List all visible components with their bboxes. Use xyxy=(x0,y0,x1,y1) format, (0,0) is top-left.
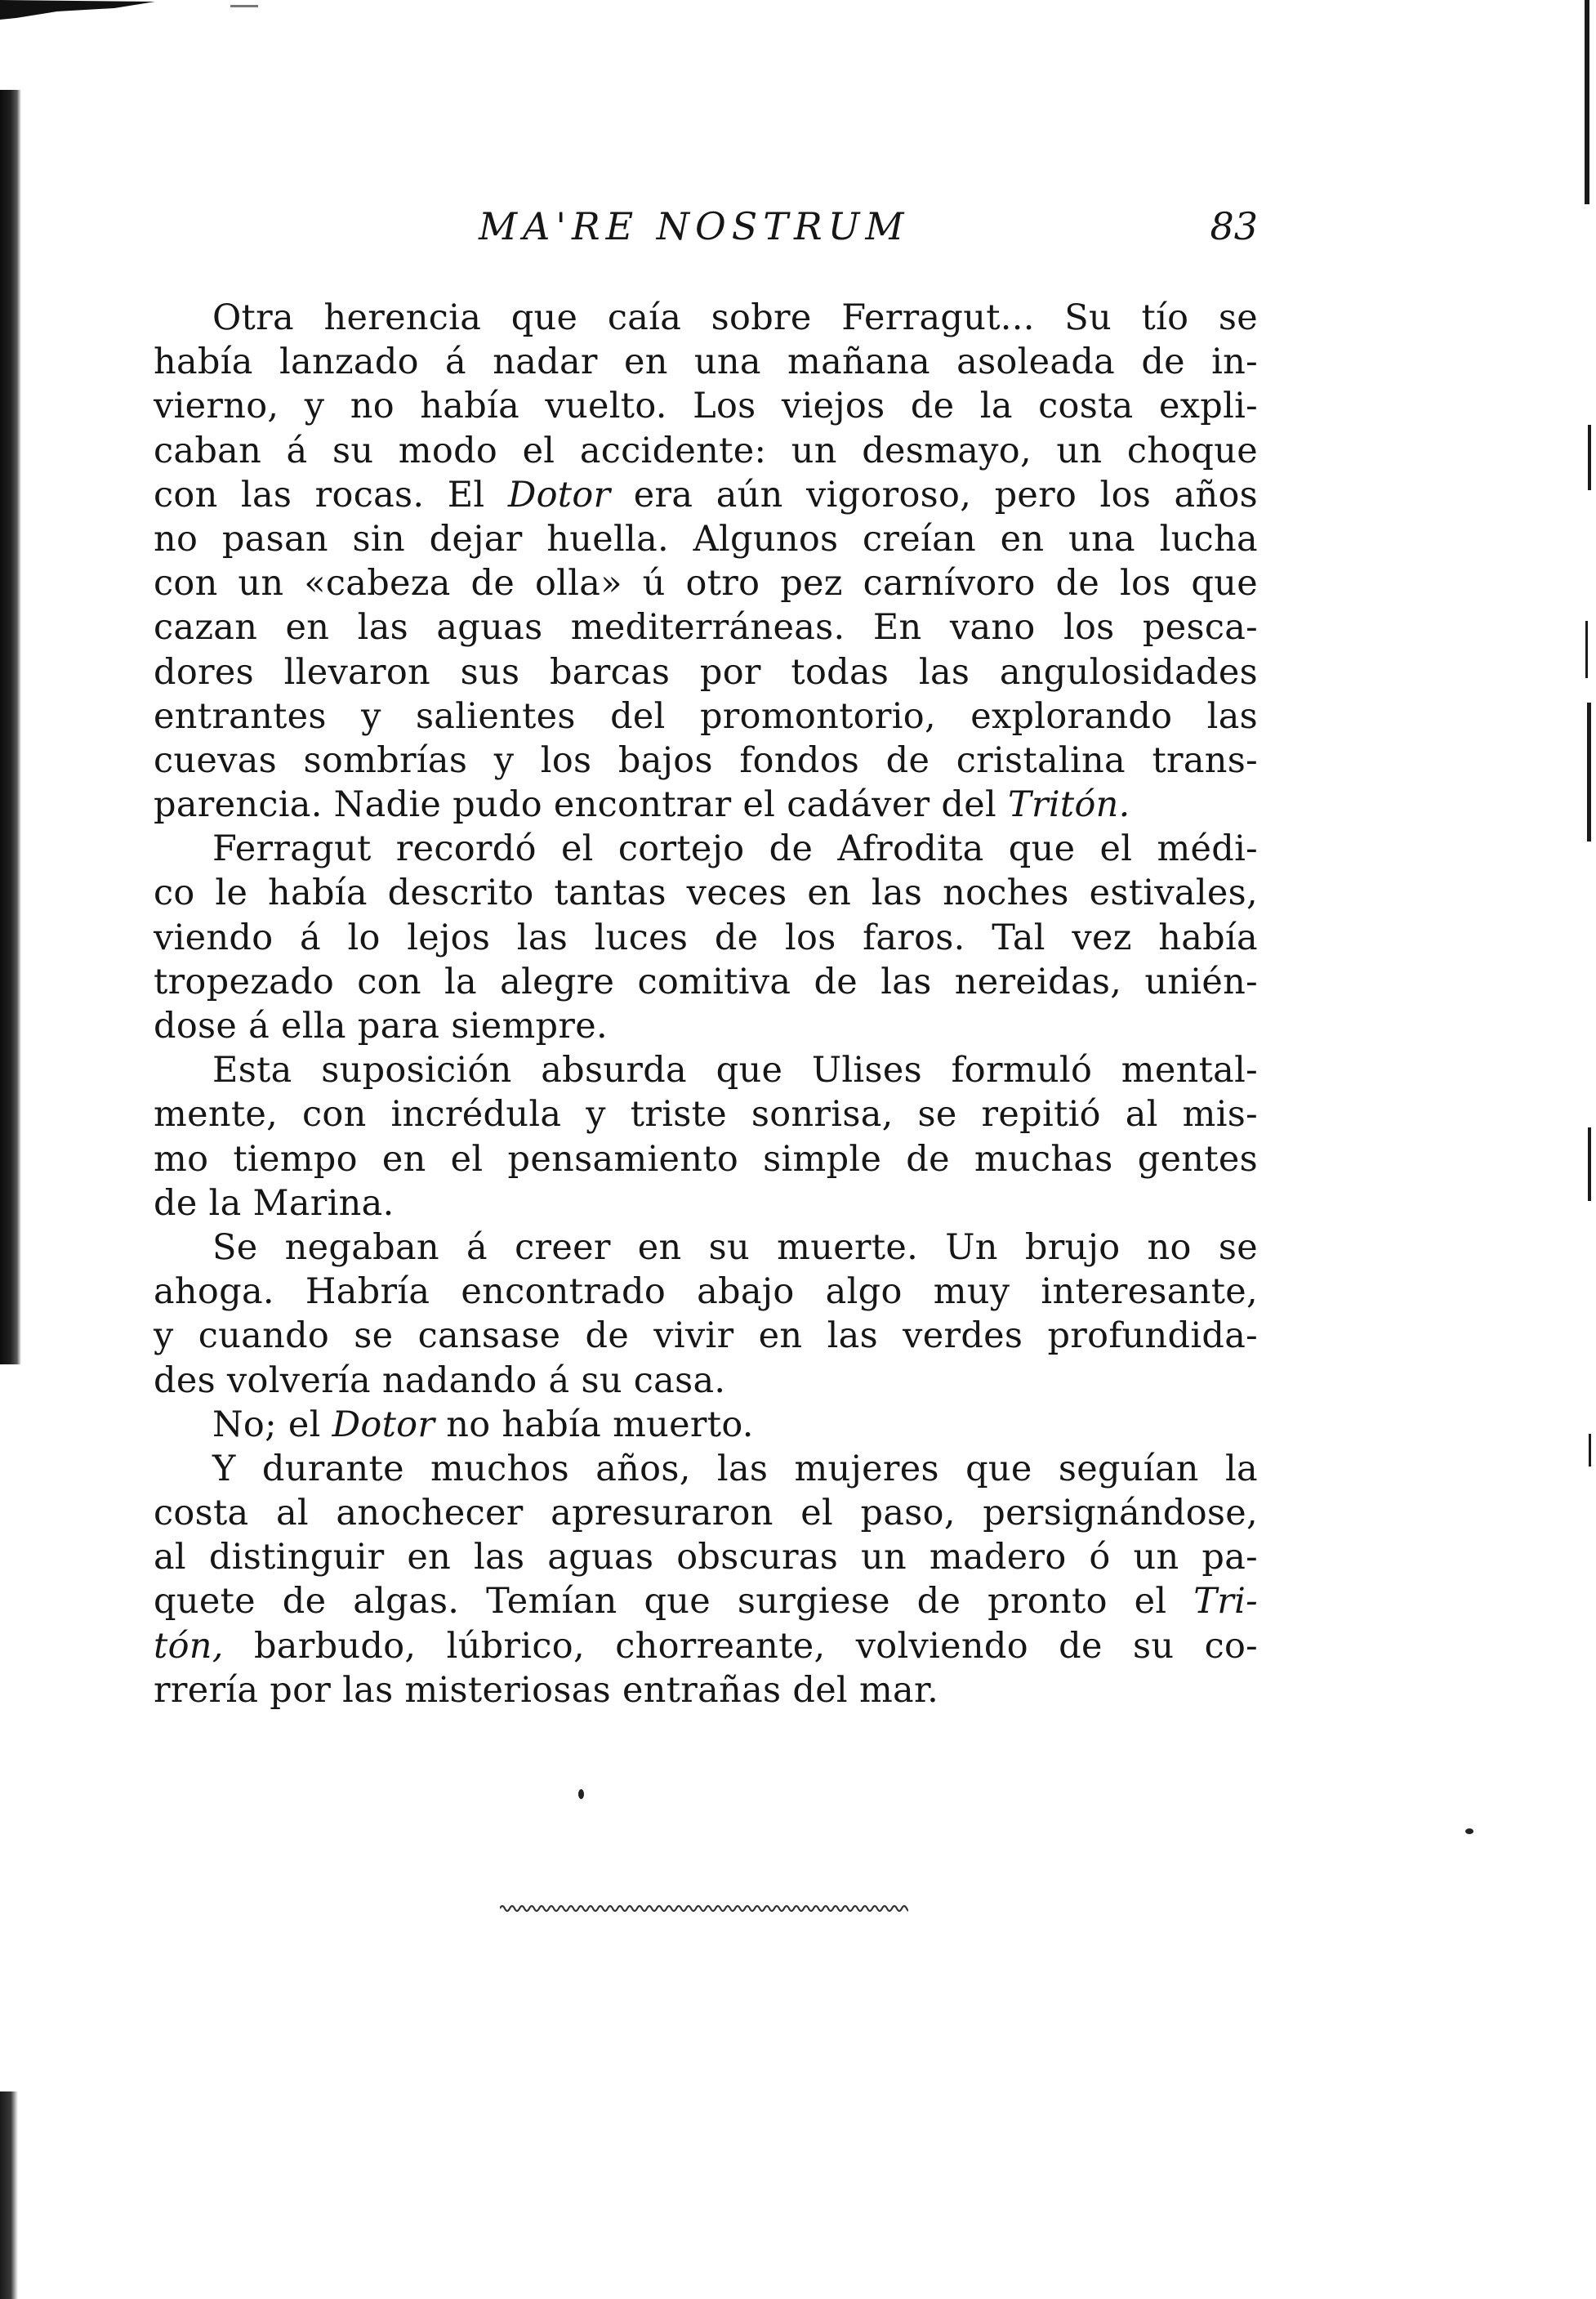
text-segment: Ferragut recordó el cortejo de Afrodita que el médi- xyxy=(212,828,1258,870)
text-line xyxy=(154,827,1258,871)
text-segment: Se negaban á creer en su muerte. Un brujo no se xyxy=(212,1226,1258,1268)
text-line xyxy=(154,429,1258,473)
page-edge-mark xyxy=(1585,0,1589,204)
text-segment: dose á ella para siempre. xyxy=(154,1006,608,1047)
text-line xyxy=(154,1491,1258,1535)
italic-segment: Tritón. xyxy=(1008,784,1130,826)
text-line xyxy=(154,916,1258,960)
text-segment: no había muerto. xyxy=(435,1404,754,1445)
italic-segment: tón, xyxy=(154,1625,224,1667)
paragraph xyxy=(154,1225,1258,1403)
page-edge-mark xyxy=(1588,425,1591,490)
text-line xyxy=(154,384,1258,428)
text-segment: No; el xyxy=(212,1404,332,1445)
text-segment: era aún vigoroso, pero los años xyxy=(610,474,1259,516)
text-line xyxy=(154,561,1258,605)
text-line xyxy=(154,739,1258,783)
text-segment: des volvería nadando á su casa. xyxy=(154,1359,726,1401)
text-segment: Y durante muchos años, las mujeres que seguían la xyxy=(212,1448,1258,1489)
page-edge-shadow xyxy=(0,90,21,1364)
text-segment: no pasan sin dejar huella. Algunos creían en una lucha xyxy=(154,518,1258,560)
running-title: MA'RE NOSTRUM xyxy=(479,204,910,248)
text-line xyxy=(154,1092,1258,1136)
text-line xyxy=(154,1579,1258,1623)
scan-mark xyxy=(0,0,155,21)
paragraph xyxy=(154,1048,1258,1225)
scan-mark xyxy=(230,5,258,7)
text-line xyxy=(154,1225,1258,1270)
text-segment: co le había descrito tantas veces en las noches estivales, xyxy=(154,873,1258,914)
page-edge-mark xyxy=(1585,621,1588,678)
text-line xyxy=(154,296,1258,340)
text-line xyxy=(154,694,1258,739)
text-segment: caban á su modo el accidente: un desmayo, un choque xyxy=(154,430,1258,471)
text-segment: mente, con incrédula y triste sonrisa, se repitió al mis- xyxy=(154,1094,1258,1136)
text-segment: y cuando se cansase de vivir en las verdes profundida- xyxy=(154,1315,1258,1357)
text-segment: barbudo, lúbrico, chorreante, volviendo de su co- xyxy=(223,1625,1258,1667)
text-segment: quete de algas. Temían que surgiese de pronto el xyxy=(154,1581,1194,1623)
ink-speck xyxy=(1465,1828,1473,1834)
ink-speck xyxy=(578,1789,584,1799)
text-line xyxy=(154,783,1258,827)
text-segment: rrería por las misteriosas entrañas del mar. xyxy=(154,1669,939,1711)
text-line xyxy=(154,650,1258,694)
page-number: 83 xyxy=(1210,204,1258,248)
text-line xyxy=(154,1447,1258,1491)
page-edge-mark xyxy=(1589,1434,1591,1466)
text-segment: con las rocas. El xyxy=(154,474,508,516)
text-line xyxy=(154,1270,1258,1314)
text-segment: cazan en las aguas mediterráneas. En vano los pesca- xyxy=(154,607,1258,649)
text-segment: ahoga. Habría encontrado abajo algo muy interesante, xyxy=(154,1271,1258,1313)
text-segment: había lanzado á nadar en una mañana asoleada de in- xyxy=(154,342,1258,383)
text-line xyxy=(154,517,1258,561)
text-line xyxy=(154,1535,1258,1579)
text-segment: viendo á lo lejos las luces de los faros. Tal vez había xyxy=(154,917,1258,958)
page-edge-mark xyxy=(1588,1127,1591,1201)
wavy-rule-ornament xyxy=(500,1900,908,1917)
italic-segment: Tri- xyxy=(1193,1581,1258,1623)
text-segment: con un «cabeza de olla» ú otro pez carnívoro de los que xyxy=(154,563,1258,605)
text-segment: mo tiempo en el pensamiento simple de muchas gentes xyxy=(154,1138,1258,1180)
text-line xyxy=(154,1668,1258,1712)
text-segment: vierno, y no había vuelto. Los viejos de la costa expli- xyxy=(154,386,1258,427)
text-line xyxy=(154,1137,1258,1181)
text-segment: cuevas sombrías y los bajos fondos de cristalina trans- xyxy=(154,739,1258,781)
paragraph xyxy=(154,1403,1258,1447)
text-line xyxy=(154,1048,1258,1092)
text-line xyxy=(154,1359,1258,1403)
text-line xyxy=(154,1314,1258,1358)
text-line xyxy=(154,1004,1258,1048)
text-segment: tropezado con la alegre comitiva de las nereidas, unién- xyxy=(154,961,1258,1002)
text-line xyxy=(154,1181,1258,1225)
running-head xyxy=(154,204,1258,261)
text-segment: parencia. Nadie pudo encontrar el cadáver del xyxy=(154,784,1009,826)
body-text xyxy=(154,296,1258,1712)
text-line xyxy=(154,473,1258,517)
paragraph xyxy=(154,296,1258,827)
text-segment: entrantes y salientes del promontorio, explorando las xyxy=(154,695,1258,737)
text-line xyxy=(154,605,1258,650)
text-line xyxy=(154,871,1258,915)
text-segment: al distinguir en las aguas obscuras un madero ó un pa- xyxy=(154,1537,1258,1578)
text-segment: costa al anochecer apresuraron el paso, persignándose, xyxy=(154,1493,1258,1534)
paragraph xyxy=(154,827,1258,1048)
text-line xyxy=(154,960,1258,1004)
text-segment: Esta suposición absurda que Ulises formuló mental- xyxy=(212,1050,1258,1091)
text-line xyxy=(154,340,1258,384)
text-line xyxy=(154,1624,1258,1668)
text-line xyxy=(154,1403,1258,1447)
italic-segment: Dotor xyxy=(332,1404,435,1445)
italic-segment: Dotor xyxy=(507,474,611,516)
text-segment: de la Marina. xyxy=(154,1182,395,1224)
page-edge-mark xyxy=(1587,703,1591,841)
text-segment: dores llevaron sus barcas por todas las angulosidades xyxy=(154,651,1258,693)
page-edge-shadow xyxy=(0,2091,18,2299)
paragraph xyxy=(154,1447,1258,1712)
text-segment: Otra herencia que caía sobre Ferragut... Su tío se xyxy=(212,297,1258,338)
